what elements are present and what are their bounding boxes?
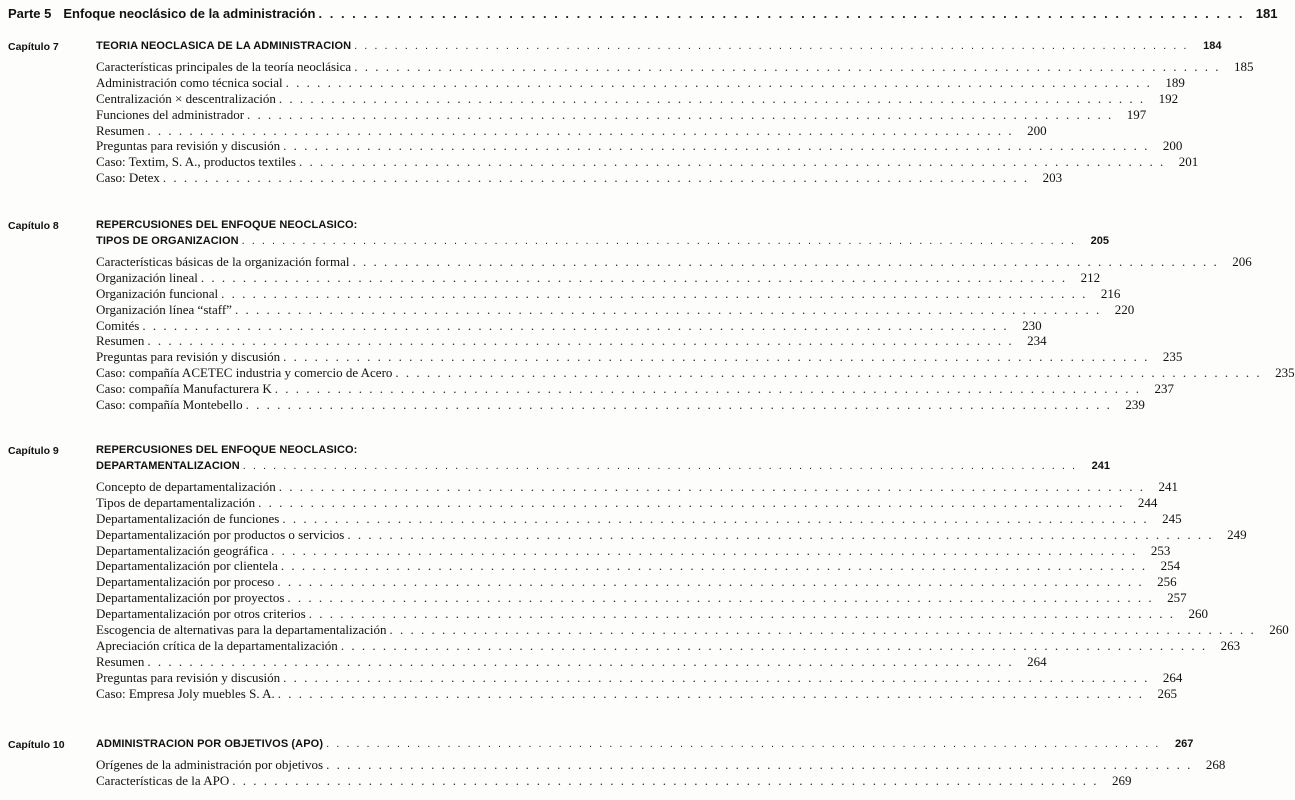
toc-entry	[96, 685, 1177, 702]
leader-dots	[341, 638, 1207, 654]
chapter-label: Capítulo 7	[8, 41, 59, 53]
part-heading	[8, 6, 1278, 28]
entry-page-number: 237	[1154, 381, 1175, 397]
toc-entry	[96, 106, 1147, 123]
entry-page-number: 260	[1188, 606, 1208, 622]
entry-page-number: 192	[1158, 90, 1179, 106]
entry-title: Preguntas para revisión y discusión	[96, 138, 281, 154]
chapter-title-line: REPERCUSIONES DEL ENFOQUE NEOCLASICO:	[96, 444, 358, 456]
entry-list	[96, 254, 1295, 413]
chapter-label: Capítulo 9	[8, 445, 59, 457]
toc-entry	[96, 170, 1063, 186]
leader-dots	[271, 543, 1137, 559]
entry-title: Departamentalización por proceso	[96, 574, 275, 590]
chapter-label: Capítulo 10	[8, 739, 65, 751]
entry-page-number: 244	[1137, 494, 1158, 510]
entry-page-number: 201	[1178, 154, 1199, 170]
entry-title: Departamentalización por productos o servicios	[96, 526, 345, 542]
leader-dots	[163, 170, 1029, 186]
leader-dots	[326, 757, 1192, 773]
toc-entry	[96, 122, 1047, 139]
entry-title: Orígenes de la administración por objetivos	[96, 757, 324, 772]
entry-page-number: 260	[1269, 622, 1289, 638]
leader-dots	[282, 511, 1148, 527]
leader-dots	[309, 606, 1175, 622]
entry-page-number: 189	[1165, 74, 1185, 90]
leader-dots	[221, 286, 1087, 302]
entry-page-number: 200	[1027, 122, 1047, 138]
entry-page-number: 245	[1162, 510, 1182, 526]
entry-title: Comités	[96, 317, 140, 333]
toc-entry	[96, 397, 1145, 413]
entry-title: Organización línea “staff”	[96, 301, 232, 317]
leader-dots	[287, 590, 1153, 606]
toc-entry	[96, 269, 1101, 286]
toc-entry	[96, 154, 1199, 170]
entry-title: Departamentalización por proyectos	[96, 590, 285, 606]
leader-dots	[319, 6, 1245, 21]
part-title: Enfoque neoclásico de la administración	[63, 6, 316, 21]
entry-page-number: 239	[1125, 397, 1145, 413]
entry-title: Departamentalización geográfica	[96, 542, 269, 558]
leader-dots	[283, 138, 1149, 154]
chapter-heading	[8, 738, 1194, 754]
entry-title: Caso: Empresa Joly muebles S. A.	[96, 685, 275, 701]
toc-entry	[96, 653, 1047, 670]
entry-title: Caso: compañía Manufacturera K	[96, 381, 272, 397]
chapter-section	[8, 738, 1226, 789]
entry-page-number: 212	[1080, 269, 1101, 285]
leader-dots	[347, 527, 1213, 543]
entry-page-number: 216	[1100, 285, 1121, 301]
entry-page-number: 264	[1162, 669, 1183, 685]
entry-list	[96, 479, 1289, 701]
leader-dots	[201, 270, 1067, 286]
part-label: Parte 5	[8, 6, 52, 21]
entry-title: Caso: Detex	[96, 170, 160, 186]
toc-entry	[96, 138, 1183, 154]
leader-dots	[390, 622, 1256, 638]
entry-title: Preguntas para revisión y discusión	[96, 349, 281, 365]
entry-page-number: 269	[1111, 772, 1132, 788]
entry-title: Departamentalización por otros criterios	[96, 606, 306, 622]
chapter-heading	[8, 444, 1111, 476]
leader-dots	[147, 333, 1013, 349]
entry-page-number: 249	[1227, 526, 1247, 542]
toc-entry	[96, 365, 1295, 381]
chapter-title-line: DEPARTAMENTALIZACION	[96, 460, 240, 472]
leader-dots	[235, 302, 1101, 318]
toc-entry	[96, 772, 1132, 789]
entry-page-number: 257	[1167, 590, 1187, 606]
entry-title: Escogencia de alternativas para la departamentalización	[96, 622, 387, 638]
chapter-title: ADMINISTRACION POR OBJETIVOS (APO)	[96, 738, 324, 750]
entry-page-number: 253	[1150, 542, 1171, 558]
toc-entry	[96, 606, 1208, 622]
part-page-number: 181	[1255, 6, 1278, 21]
entry-page-number: 203	[1042, 170, 1063, 186]
leader-dots	[247, 107, 1113, 123]
toc-entry	[96, 317, 1042, 334]
leader-dots	[281, 558, 1147, 574]
toc-entry	[96, 74, 1185, 91]
chapter-title: TEORIA NEOCLASICA DE LA ADMINISTRACION	[96, 40, 352, 52]
entry-title: Departamentalización por clientela	[96, 558, 278, 574]
toc-entry	[96, 301, 1135, 318]
toc-entry	[96, 254, 1252, 270]
entry-page-number: 185	[1233, 59, 1254, 74]
entry-page-number: 263	[1220, 637, 1241, 653]
chapter-section	[8, 444, 1289, 701]
toc-entry	[96, 757, 1226, 773]
chapter-heading	[8, 219, 1109, 251]
entry-page-number: 200	[1162, 138, 1183, 154]
entry-page-number: 264	[1027, 653, 1047, 669]
leader-dots	[142, 318, 1008, 334]
toc-entry	[96, 590, 1187, 606]
toc-entry	[96, 526, 1247, 543]
leader-dots	[353, 254, 1219, 270]
entry-page-number: 206	[1232, 254, 1252, 269]
entry-page-number: 235	[1275, 365, 1295, 381]
leader-dots	[277, 574, 1143, 590]
entry-list	[96, 757, 1226, 789]
toc-entry	[96, 622, 1289, 638]
entry-title: Características básicas de la organización formal	[96, 254, 350, 269]
leader-dots	[286, 75, 1152, 91]
leader-dots	[299, 154, 1165, 170]
entry-title: Departamentalización de funciones	[96, 510, 280, 526]
entry-page-number: 256	[1157, 574, 1177, 590]
entry-title: Centralización × descentralización	[96, 90, 276, 106]
chapter-page-number: 241	[1091, 460, 1111, 472]
chapter-page-number: 184	[1203, 40, 1222, 52]
entry-page-number: 235	[1162, 349, 1183, 365]
leader-dots	[326, 738, 1160, 750]
toc-entry	[96, 574, 1177, 590]
toc-entry	[96, 381, 1175, 397]
entry-title: Resumen	[96, 653, 145, 669]
entry-page-number: 241	[1158, 479, 1179, 494]
toc-entry	[96, 558, 1181, 574]
toc-entry	[96, 669, 1183, 686]
entry-title: Tipos de departamentalización	[96, 494, 256, 510]
entry-page-number: 268	[1205, 757, 1226, 772]
entry-title: Características principales de la teoría neoclásica	[96, 59, 352, 74]
chapter-section	[8, 219, 1295, 413]
chapter-section	[8, 40, 1254, 186]
entry-title: Funciones del administrador	[96, 106, 245, 122]
entry-page-number: 230	[1022, 317, 1042, 333]
entry-title: Organización lineal	[96, 269, 198, 285]
leader-dots	[278, 686, 1144, 702]
toc-entry	[96, 510, 1182, 527]
entry-page-number: 220	[1114, 301, 1135, 317]
toc-entry	[96, 59, 1254, 75]
toc-entry	[96, 90, 1179, 107]
entry-title: Organización funcional	[96, 285, 219, 301]
leader-dots	[258, 495, 1124, 511]
entry-page-number: 234	[1027, 333, 1047, 349]
entry-page-number: 265	[1157, 685, 1177, 701]
chapter-title-line: REPERCUSIONES DEL ENFOQUE NEOCLASICO:	[96, 219, 358, 231]
entry-title: Apreciación crítica de la departamentalización	[96, 637, 338, 653]
leader-dots	[275, 381, 1141, 397]
leader-dots	[147, 123, 1013, 139]
leader-dots	[283, 349, 1149, 365]
leader-dots	[242, 235, 1076, 247]
entry-title: Concepto de departamentalización	[96, 479, 276, 494]
leader-dots	[232, 773, 1098, 789]
entry-page-number: 197	[1126, 106, 1147, 122]
toc-entry	[96, 285, 1121, 302]
chapter-page-number: 267	[1175, 738, 1194, 750]
leader-dots	[279, 91, 1145, 107]
leader-dots	[279, 479, 1145, 495]
entry-title: Caso: compañía Montebello	[96, 397, 243, 413]
toc-entry	[96, 637, 1241, 654]
leader-dots	[354, 40, 1188, 52]
toc-entry	[96, 542, 1171, 559]
chapter-page-number: 205	[1090, 235, 1109, 247]
toc-entry	[96, 479, 1179, 495]
entry-title: Resumen	[96, 122, 145, 138]
leader-dots	[243, 460, 1077, 472]
entry-title: Caso: compañía ACETEC industria y comercio de Acero	[96, 365, 393, 381]
entry-title: Administración como técnica social	[96, 74, 283, 90]
entry-page-number: 254	[1160, 558, 1181, 574]
chapter-label: Capítulo 8	[8, 220, 59, 232]
leader-dots	[147, 654, 1013, 670]
chapter-title-line: TIPOS DE ORGANIZACION	[96, 235, 239, 247]
leader-dots	[395, 365, 1261, 381]
toc-entry	[96, 349, 1183, 365]
entry-title: Resumen	[96, 333, 145, 349]
leader-dots	[246, 397, 1112, 413]
chapter-heading	[8, 40, 1222, 56]
leader-dots	[354, 59, 1220, 75]
entry-title: Características de la APO	[96, 772, 230, 788]
entry-title: Caso: Textim, S. A., productos textiles	[96, 154, 296, 170]
entry-title: Preguntas para revisión y discusión	[96, 669, 281, 685]
toc-entry	[96, 494, 1158, 511]
entry-list	[96, 59, 1254, 186]
leader-dots	[283, 670, 1149, 686]
toc-entry	[96, 333, 1047, 349]
